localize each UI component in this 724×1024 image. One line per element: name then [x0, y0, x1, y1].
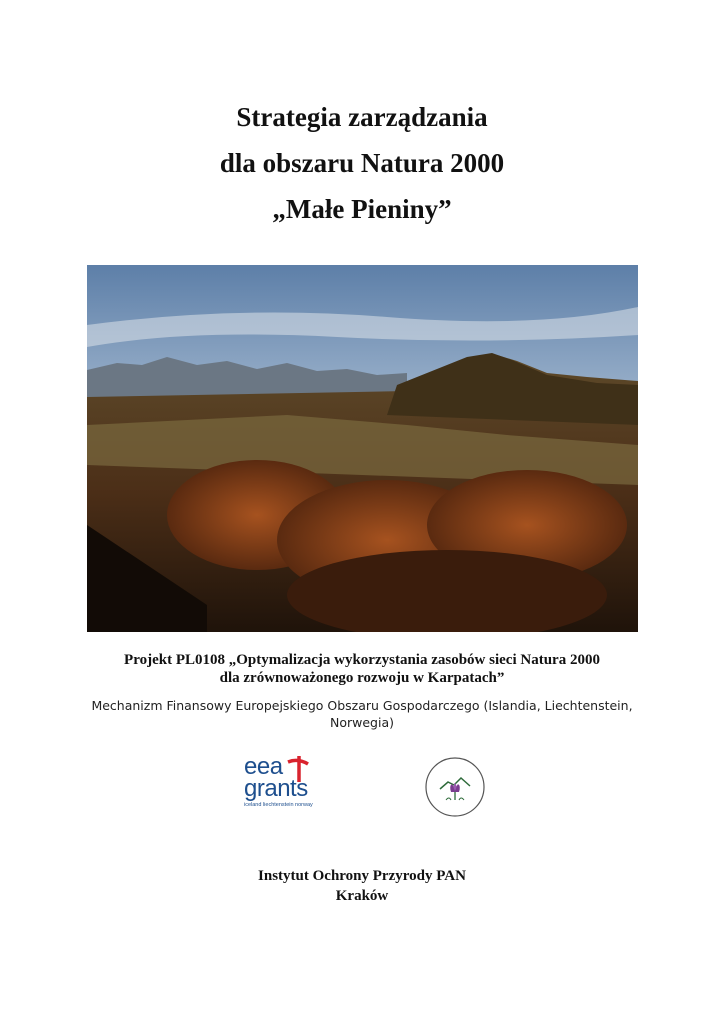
natura-2000-karpaty-logo — [424, 756, 486, 818]
eea-grants-logo — [244, 753, 324, 816]
project-title-line-1: Projekt PL0108 „Optymalizacja wykorzystania zasobów sieci Natura 2000 — [124, 652, 600, 668]
eea-logo-word-1: eea — [244, 753, 283, 780]
institute-city: Kraków — [335, 888, 389, 904]
eea-logo-word-2: grants — [244, 775, 308, 802]
institute-name: Instytut Ochrony Przyrody PAN — [258, 868, 466, 884]
title-line-2: dla obszaru Natura 2000 — [219, 148, 505, 178]
title-line-3: „Małe Pieniny” — [272, 194, 452, 224]
project-title-line-2: dla zrównoważonego rozwoju w Karpatach” — [219, 670, 505, 686]
eea-cross-icon — [284, 756, 314, 782]
funding-mechanism-line-1: Mechanizm Finansowy Europejskiego Obszaru Gospodarczego (Islandia, Liechtenstein, — [91, 698, 633, 713]
cover-landscape-photo — [87, 265, 638, 632]
funding-mechanism-line-2: Norwegia) — [330, 715, 394, 730]
eea-logo-countries: iceland liechtenstein norway — [244, 802, 313, 808]
title-line-1: Strategia zarządzania — [236, 102, 488, 132]
